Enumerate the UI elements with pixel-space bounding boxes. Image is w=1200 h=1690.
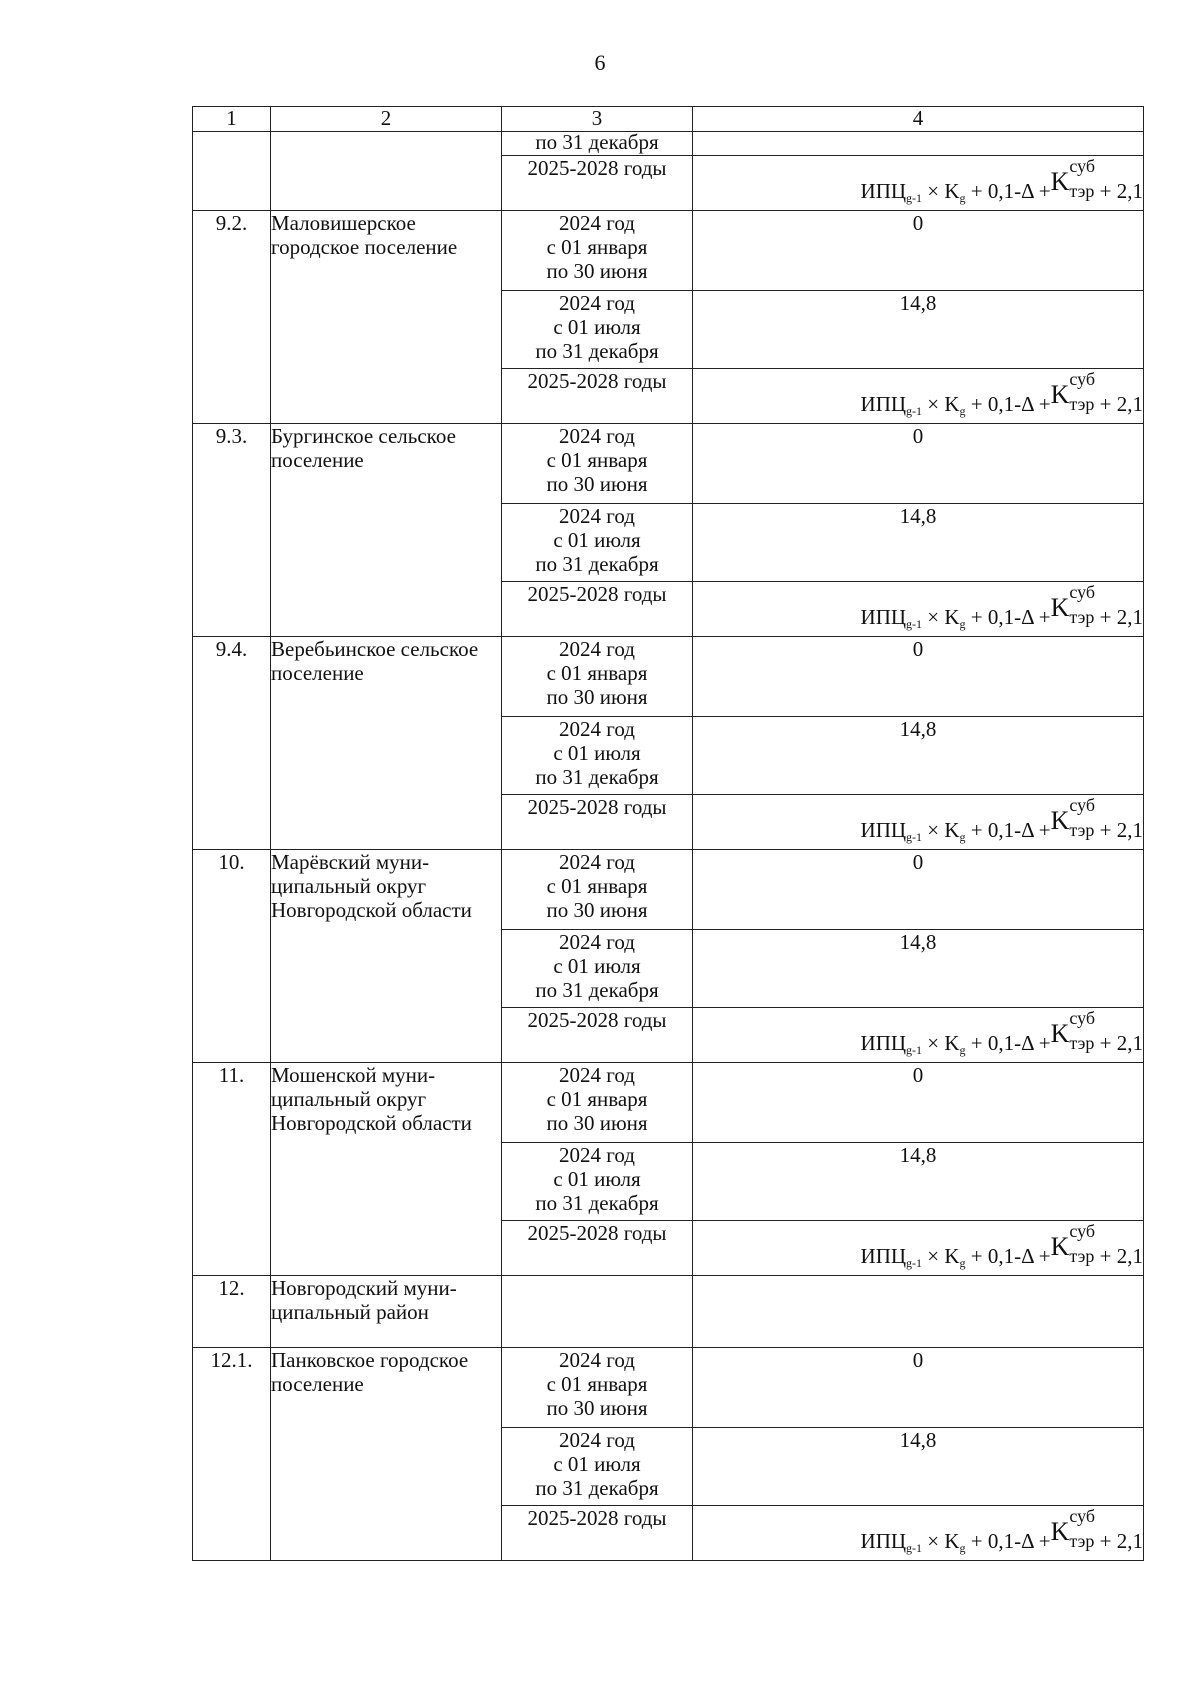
period-start: с 01 января: [546, 661, 648, 685]
period-start: с 01 июля: [553, 1167, 641, 1191]
period-cell: [502, 1143, 693, 1221]
period-cell: по 31 декабря: [502, 132, 693, 156]
table-row: [193, 637, 1144, 717]
table-row: [193, 211, 1144, 291]
rate-formula-cell: [693, 1008, 1144, 1063]
column-header: 4: [693, 107, 1144, 132]
period-start: с 01 января: [546, 448, 648, 472]
period-cell: [502, 424, 693, 504]
period-cell: 2025-2028 годы: [502, 369, 693, 424]
rate-cell: 0: [693, 211, 1144, 291]
period-end: по 30 июня: [546, 1396, 648, 1420]
rate-cell: 0: [693, 637, 1144, 717]
table-row: [193, 1276, 1144, 1348]
period-end: по 31 декабря: [535, 1476, 659, 1500]
rate-cell: 14,8: [693, 1428, 1144, 1506]
period-end: по 30 июня: [546, 898, 648, 922]
period-cell: [502, 211, 693, 291]
rate-formula: $ИПЦ_{g-1} \times K_g + 0,1-\Delta +K$ суб тэр + 2,1: [860, 1221, 1143, 1270]
rate-table: [192, 106, 1144, 1561]
period-cell: [502, 637, 693, 717]
rate-formula: $ИПЦ_{g-1} \times K_g + 0,1-\Delta +K$ суб тэр + 2,1: [860, 1506, 1143, 1555]
period-cell: [502, 1428, 693, 1506]
continuation-row: [193, 132, 1144, 156]
row-number-cell: 9.2.: [193, 211, 271, 424]
table-header-row: [193, 107, 1144, 132]
municipality-cell: Панковское городское поселение: [271, 1348, 502, 1561]
period-end: по 31 декабря: [535, 765, 659, 789]
rate-cell: 14,8: [693, 504, 1144, 582]
rate-formula: $ИПЦ_{g-1} \times K_g + 0,1-\Delta +K$ суб тэр + 2,1: [860, 1008, 1143, 1057]
period-end: по 30 июня: [546, 1111, 648, 1135]
period-end: по 30 июня: [546, 259, 648, 283]
page-number: 6: [594, 50, 606, 75]
rate-cell: 0: [693, 424, 1144, 504]
table-row: [193, 1348, 1144, 1428]
period-year: 2024 год: [559, 504, 635, 528]
rate-cell: 14,8: [693, 930, 1144, 1008]
column-header: 1: [193, 107, 271, 132]
rate-formula: $ИПЦ_{g-1} \times K_g + 0,1-\Delta +K$ суб тэр + 2,1: [860, 156, 1143, 205]
rate-cell: 14,8: [693, 1143, 1144, 1221]
row-number-cell: 12.: [193, 1276, 271, 1348]
rate-formula-cell: [693, 1506, 1144, 1561]
period-year: 2024 год: [559, 930, 635, 954]
period-cell: 2025-2028 годы: [502, 582, 693, 637]
row-number-cell: 9.4.: [193, 637, 271, 850]
period-cell: 2025-2028 годы: [502, 795, 693, 850]
period-year: 2024 год: [559, 1428, 635, 1452]
rate-cell: [693, 132, 1144, 156]
period-cell: [502, 1063, 693, 1143]
period-cell: 2025-2028 годы: [502, 1221, 693, 1276]
period-cell: 2025-2028 годы: [502, 1506, 693, 1561]
period-start: с 01 января: [546, 235, 648, 259]
period-cell: [502, 717, 693, 795]
period-start: с 01 июля: [553, 954, 641, 978]
period-end: по 31 декабря: [535, 978, 659, 1002]
period-year: 2024 год: [559, 637, 635, 661]
period-cell: 2025-2028 годы: [502, 1008, 693, 1063]
row-number-cell: [193, 132, 271, 211]
rate-cell: 14,8: [693, 717, 1144, 795]
period-cell: [502, 1348, 693, 1428]
column-header: 2: [271, 107, 502, 132]
municipality-cell: Марёвский муни-ципальный округ Новгородской области: [271, 850, 502, 1063]
period-cell: [502, 291, 693, 369]
municipality-cell: Веребьинское сельское поселение: [271, 637, 502, 850]
rate-cell: 0: [693, 1063, 1144, 1143]
period-year: 2024 год: [559, 1348, 635, 1372]
row-number-cell: 9.3.: [193, 424, 271, 637]
rate-cell: 0: [693, 850, 1144, 930]
period-cell: [502, 930, 693, 1008]
municipality-cell: Мошенской муни-ципальный округ Новгородской области: [271, 1063, 502, 1276]
period-start: с 01 июля: [553, 315, 641, 339]
period-year: 2024 год: [559, 211, 635, 235]
rate-formula-cell: [693, 795, 1144, 850]
period-start: с 01 июля: [553, 741, 641, 765]
rate-cell: [693, 1276, 1144, 1348]
table-row: [193, 850, 1144, 930]
municipality-cell: Новгородский муни-ципальный район: [271, 1276, 502, 1348]
rate-formula-cell: [693, 156, 1144, 211]
row-number-cell: 10.: [193, 850, 271, 1063]
period-start: с 01 января: [546, 874, 648, 898]
row-number-cell: 12.1.: [193, 1348, 271, 1561]
column-header: 3: [502, 107, 693, 132]
period-cell: [502, 1276, 693, 1348]
period-cell: [502, 504, 693, 582]
period-year: 2024 год: [559, 1143, 635, 1167]
table-row: [193, 424, 1144, 504]
municipality-cell: Маловишерское городское поселение: [271, 211, 502, 424]
period-end: по 31 декабря: [535, 339, 659, 363]
rate-formula-cell: [693, 369, 1144, 424]
period-end: по 30 июня: [546, 685, 648, 709]
period-end: по 30 июня: [546, 472, 648, 496]
period-year: 2024 год: [559, 424, 635, 448]
table-row: [193, 1063, 1144, 1143]
period-end: по 31 декабря: [535, 552, 659, 576]
period-start: с 01 июля: [553, 1452, 641, 1476]
rate-formula-cell: [693, 1221, 1144, 1276]
municipality-cell: [271, 132, 502, 211]
period-cell: 2025-2028 годы: [502, 156, 693, 211]
rate-cell: 0: [693, 1348, 1144, 1428]
period-year: 2024 год: [559, 291, 635, 315]
period-year: 2024 год: [559, 1063, 635, 1087]
rate-formula-cell: [693, 582, 1144, 637]
period-end: по 31 декабря: [535, 1191, 659, 1215]
municipality-cell: Бургинское сельское поселение: [271, 424, 502, 637]
rate-cell: 14,8: [693, 291, 1144, 369]
period-year: 2024 год: [559, 850, 635, 874]
period-start: с 01 июля: [553, 528, 641, 552]
period-year: 2024 год: [559, 717, 635, 741]
period-cell: [502, 850, 693, 930]
period-start: с 01 января: [546, 1372, 648, 1396]
rate-formula: $ИПЦ_{g-1} \times K_g + 0,1-\Delta +K$ суб тэр + 2,1: [860, 369, 1143, 418]
row-number-cell: 11.: [193, 1063, 271, 1276]
rate-formula: $ИПЦ_{g-1} \times K_g + 0,1-\Delta +K$ суб тэр + 2,1: [860, 582, 1143, 631]
period-start: с 01 января: [546, 1087, 648, 1111]
rate-formula: $ИПЦ_{g-1} \times K_g + 0,1-\Delta +K$ суб тэр + 2,1: [860, 795, 1143, 844]
